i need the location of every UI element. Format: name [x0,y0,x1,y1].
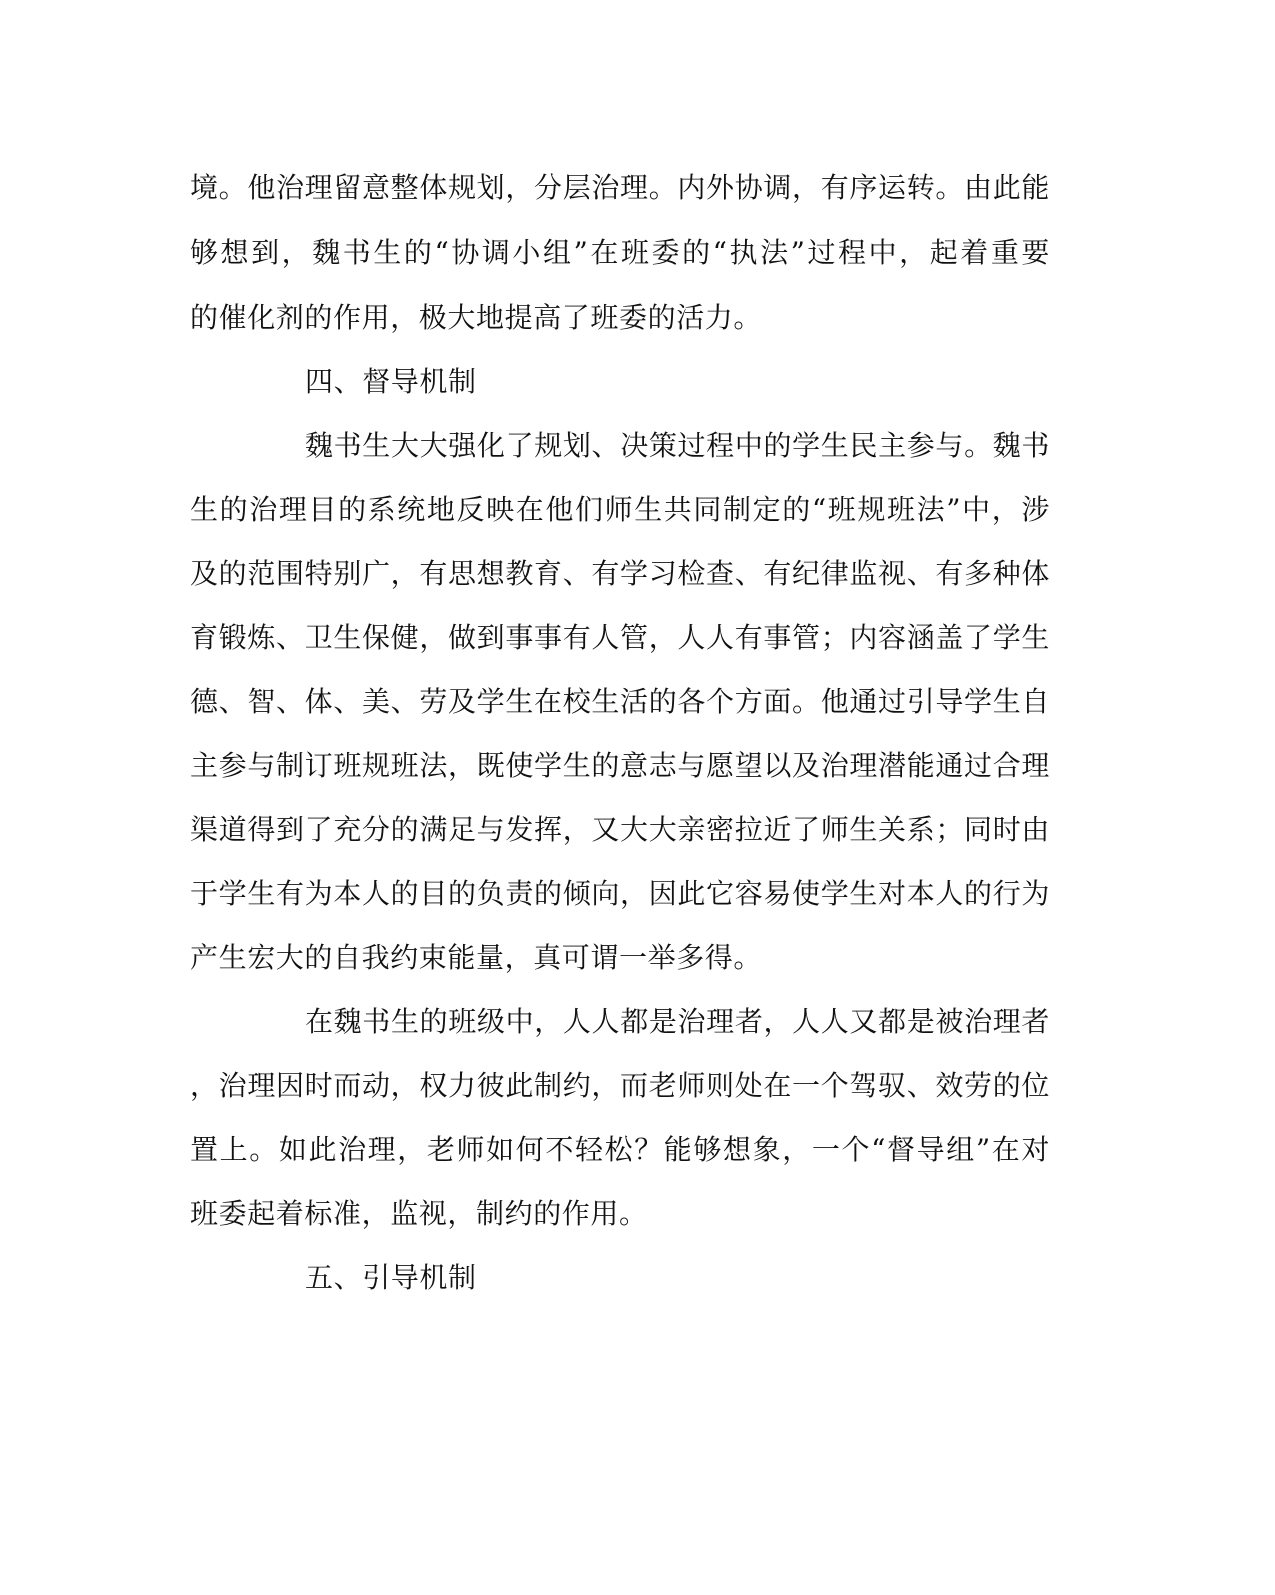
text-line: 生的治理目的系统地反映在他们师生共同制定的“班规班法”中，涉 [190,493,1050,526]
text-line: 够想到，魏书生的“协调小组”在班委的“执法”过程中，起着重要 [190,236,1050,269]
text-line: 主参与制订班规班法，既使学生的意志与愿望以及治理潜能通过合理 [190,749,1050,782]
text-line: 置上。如此治理，老师如何不轻松？能够想象，一个“督导组”在对 [190,1133,1050,1166]
text-line: 境。他治理留意整体规划，分层治理。内外协调，有序运转。由此能 [190,171,1050,204]
text-line: 育锻炼、卫生保健，做到事事有人管，人人有事管；内容涵盖了学生 [190,621,1050,654]
text-line: 渠道得到了充分的满足与发挥，又大大亲密拉近了师生关系；同时由 [190,813,1050,846]
text-line: 及的范围特别广，有思想教育、有学习检查、有纪律监视、有多种体 [190,557,1050,590]
text-line: 于学生有为本人的目的负责的倾向，因此它容易使学生对本人的行为 [190,877,1050,910]
text-line: 班委起着标准，监视，制约的作用。 [190,1197,648,1230]
section-heading-4: 四、督导机制 [305,365,477,398]
text-line: 德、智、体、美、劳及学生在校生活的各个方面。他通过引导学生自 [190,685,1050,718]
text-line: 产生宏大的自我约束能量，真可谓一举多得。 [190,941,763,974]
section-heading-5: 五、引导机制 [305,1261,477,1294]
text-line: 在魏书生的班级中，人人都是治理者，人人又都是被治理者 [305,1005,1050,1038]
text-line: ，治理因时而动，权力彼此制约，而老师则处在一个驾驭、效劳的位 [190,1069,1050,1102]
text-line: 魏书生大大强化了规划、决策过程中的学生民主参与。魏书 [305,429,1050,462]
text-line: 的催化剂的作用，极大地提高了班委的活力。 [190,301,763,334]
